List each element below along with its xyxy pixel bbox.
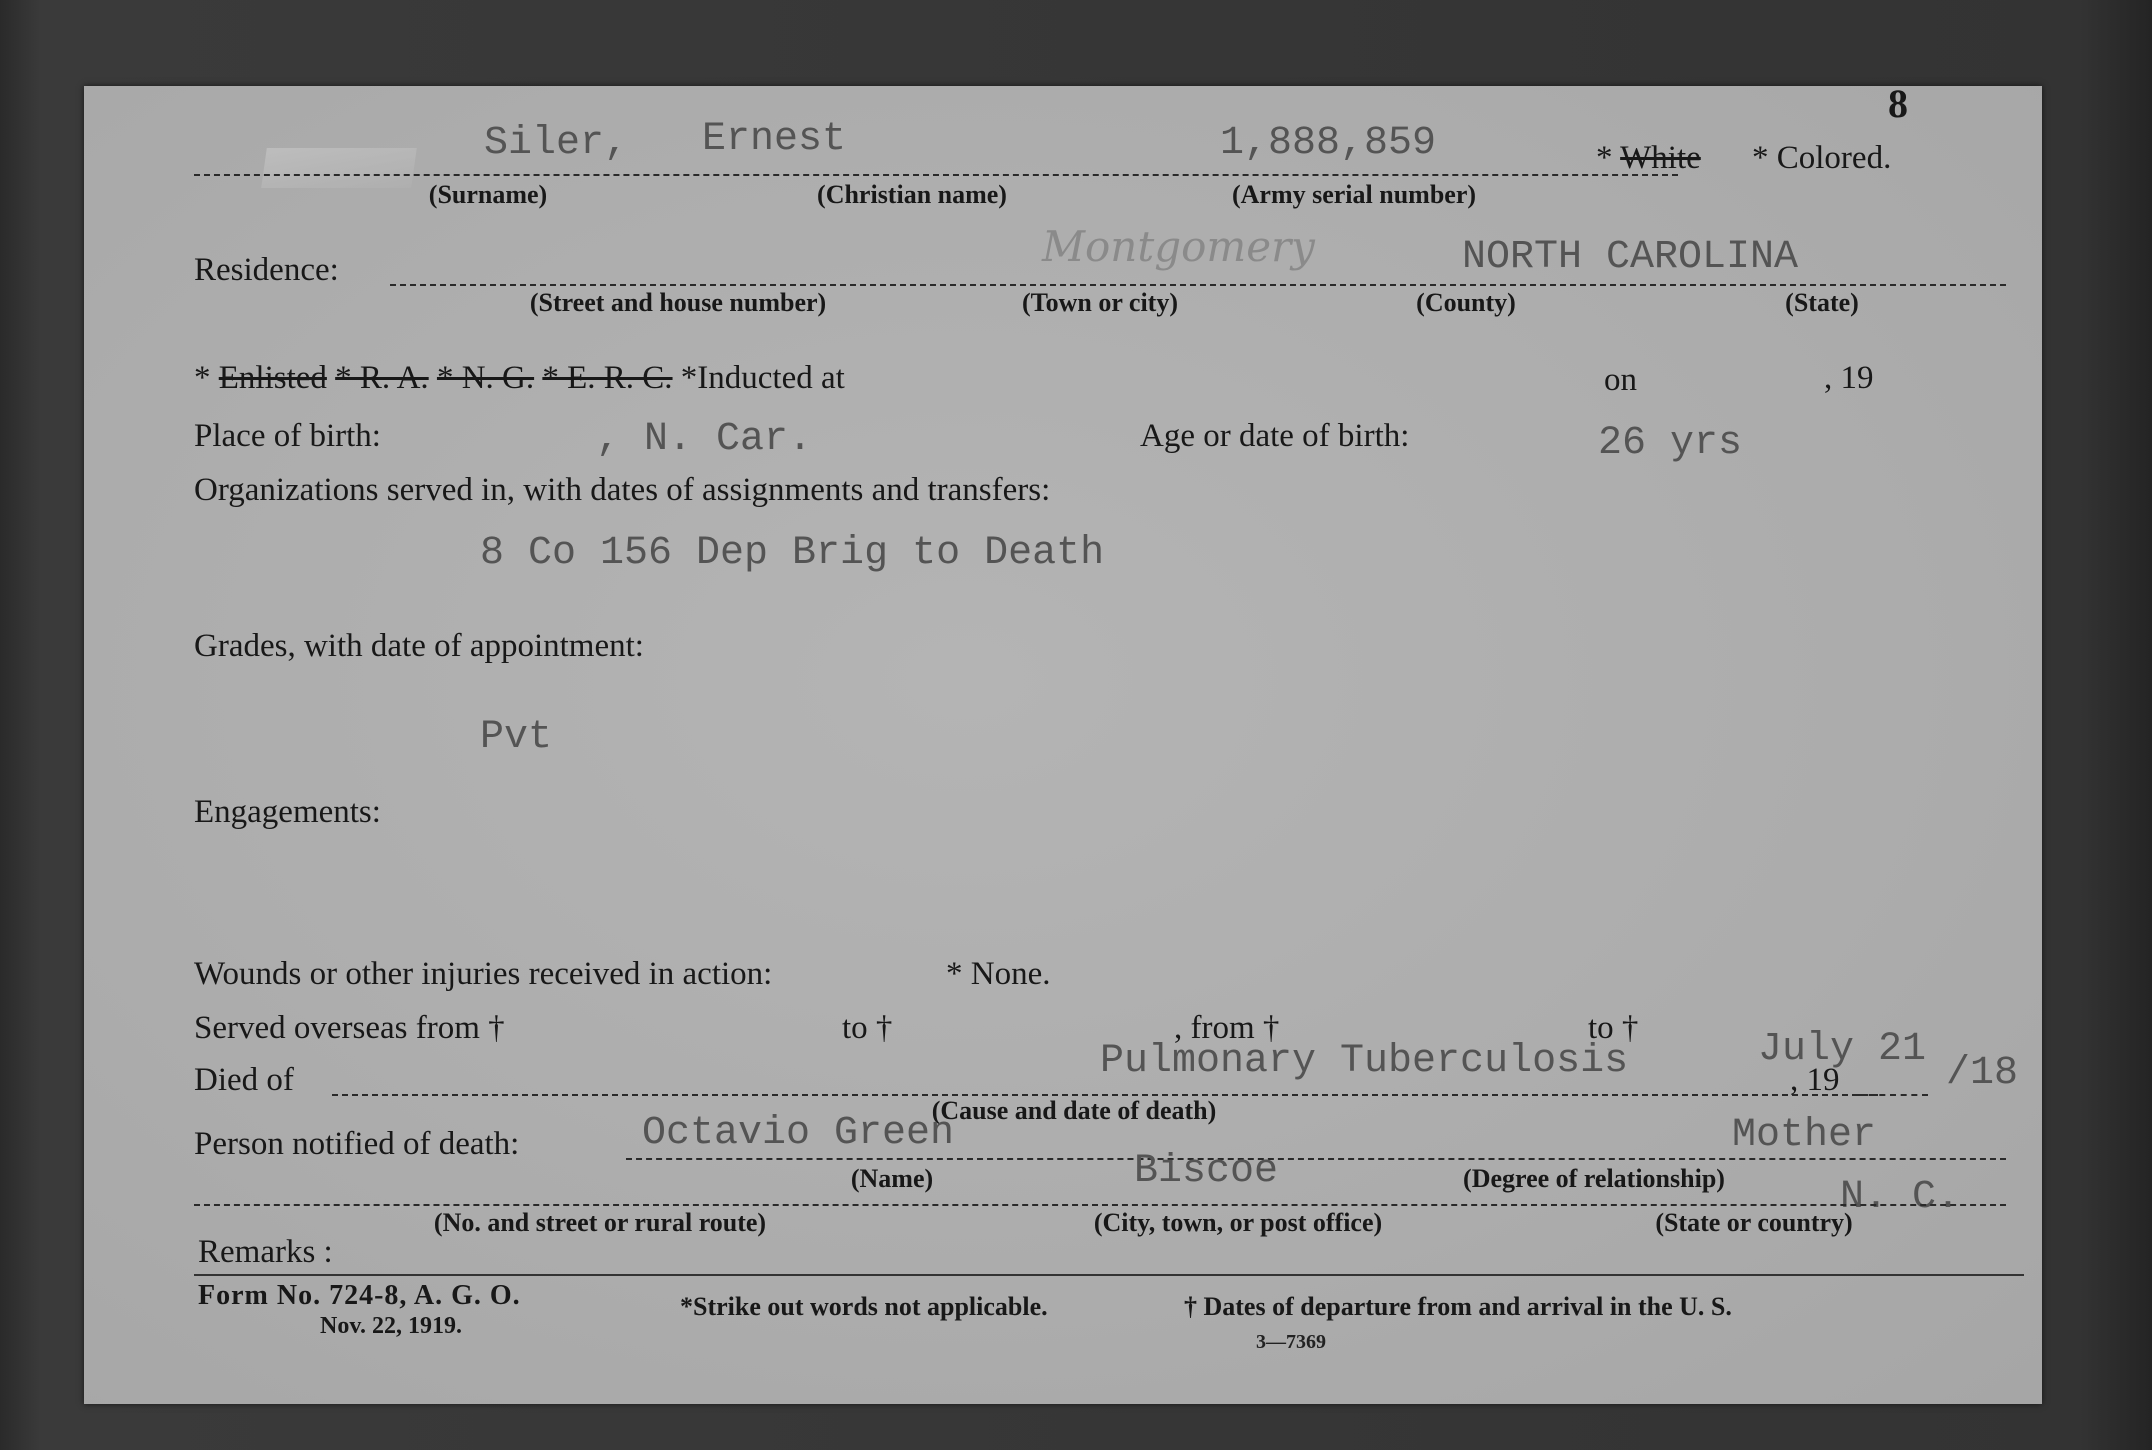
notified-city-value: Biscoe xyxy=(1134,1149,1279,1194)
death-year-line xyxy=(1858,1094,1928,1096)
relationship-value: Mother xyxy=(1732,1113,1877,1158)
organizations-value: 8 Co 156 Dep Brig to Death xyxy=(480,531,1105,576)
overseas-from-label: Served overseas from † xyxy=(194,1010,505,1046)
residence-state-value: NORTH CAROLINA xyxy=(1462,235,1799,280)
residence-county-value: Montgomery xyxy=(1042,222,1315,271)
address-line xyxy=(194,1204,2006,1206)
print-code: 3—7369 xyxy=(1256,1331,1326,1353)
remarks-label: Remarks : xyxy=(198,1234,333,1270)
relationship-label: (Degree of relationship) xyxy=(1463,1164,1725,1193)
city-town-label: (City, town, or post office) xyxy=(1093,1208,1383,1237)
dates-note: † Dates of departure from and arrival in the U. S. xyxy=(1184,1292,1732,1321)
serial-value: 1,888,859 xyxy=(1220,121,1437,166)
surname-label: (Surname) xyxy=(428,180,548,209)
residence-line xyxy=(390,284,2006,286)
remarks-line xyxy=(194,1274,2024,1276)
death-cause-value: Pulmonary Tuberculosis xyxy=(1100,1039,1629,1084)
grade-value: Pvt xyxy=(480,715,553,760)
christian-name-label: (Christian name) xyxy=(817,180,1007,209)
erc-option: * E. R. C. xyxy=(542,360,673,396)
death-year-prefix: , 19 xyxy=(1790,1062,1840,1098)
state-country-label: (State or country) xyxy=(1655,1208,1853,1237)
enlist-star: * xyxy=(194,360,211,396)
death-date-value: July 21 xyxy=(1758,1027,1927,1072)
name-line xyxy=(194,174,1678,176)
place-of-birth-value: , N. Car. xyxy=(596,417,813,462)
form-date: Nov. 22, 1919. xyxy=(320,1313,463,1339)
overseas-to-label: to † xyxy=(842,1010,893,1046)
death-year-value: /18 xyxy=(1946,1051,2019,1096)
notified-state-value: N. C. xyxy=(1840,1175,1961,1220)
service-record-card xyxy=(84,81,2042,1404)
race-white: White xyxy=(1620,140,1701,176)
notified-name-value: Octavio Green xyxy=(642,1111,955,1156)
street-route-label: (No. and street or rural route) xyxy=(433,1208,767,1237)
age-value: 26 yrs xyxy=(1598,421,1743,466)
organizations-label: Organizations served in, with dates of assignments and transfers: xyxy=(194,472,1051,508)
folded-corner xyxy=(261,148,417,188)
ra-option: * R. A. xyxy=(335,360,429,396)
age-label: Age or date of birth: xyxy=(1140,418,1410,454)
notified-label: Person notified of death: xyxy=(194,1126,520,1162)
enlistment-line xyxy=(194,362,845,395)
ng-option: * N. G. xyxy=(436,360,535,396)
cause-label: (Cause and date of death) xyxy=(931,1096,1217,1125)
year-prefix: , 19 xyxy=(1824,360,1874,396)
place-of-birth-label: Place of birth: xyxy=(194,418,381,454)
serial-label: (Army serial number) xyxy=(1231,180,1477,209)
race-colored: * Colored. xyxy=(1752,140,1892,176)
overseas-to2-label: to † xyxy=(1588,1010,1639,1046)
race-star: * xyxy=(1596,140,1613,176)
inducted-option: *Inducted at xyxy=(680,360,845,396)
christian-name-value: Ernest xyxy=(702,117,847,162)
enlisted-option: Enlisted xyxy=(218,360,327,396)
card-number: 8 xyxy=(1888,81,1908,126)
died-of-label: Died of xyxy=(194,1062,294,1098)
town-label: (Town or city) xyxy=(1022,288,1178,317)
street-label: (Street and house number) xyxy=(529,288,827,317)
race-white-marker xyxy=(1596,142,1701,175)
surname-value: Siler, xyxy=(484,121,629,166)
state-label: (State) xyxy=(1785,288,1859,317)
engagements-label: Engagements: xyxy=(194,794,381,830)
strike-note: *Strike out words not applicable. xyxy=(680,1292,1048,1321)
notified-line xyxy=(626,1158,2006,1160)
form-number: Form No. 724-8, A. G. O. xyxy=(198,1280,521,1311)
grades-label: Grades, with date of appointment: xyxy=(194,628,644,664)
name-label: (Name) xyxy=(850,1164,934,1193)
wounds-label: Wounds or other injuries received in action: xyxy=(194,956,773,992)
wounds-value: * None. xyxy=(946,956,1051,992)
overseas-from2-label: , from † xyxy=(1174,1010,1280,1046)
county-label: (County) xyxy=(1416,288,1516,317)
residence-label: Residence: xyxy=(194,252,339,288)
on-label: on xyxy=(1604,362,1637,398)
